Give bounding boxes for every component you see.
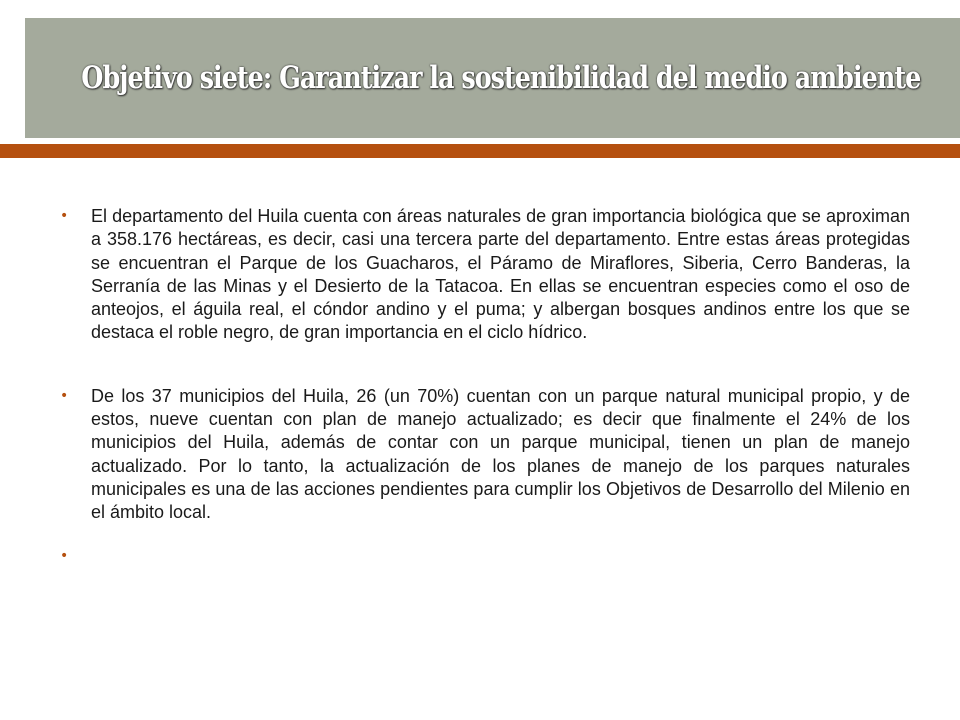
accent-divider <box>0 144 960 158</box>
bullet-text: De los 37 municipios del Huila, 26 (un 70%) cuentan con un parque natural municipal propio, y de estos, nueve cuentan con plan de manejo actualizado; es decir que finalmente el 24% de los municipios del Huila, además de contar con un parque municipal, tienen un plan de manejo actualizado. Por lo tanto, la actualización de los planes de manejo de los parques naturales municipales es una de las acciones pendientes para cumplir los Objetivos de Desarrollo del Milenio en el ámbito local. <box>91 385 910 523</box>
bullet-item-empty <box>60 545 910 568</box>
title-band <box>25 18 960 138</box>
bullet-list <box>60 205 910 568</box>
slide-title: Objetivo siete: Garantizar la sostenibilidad del medio ambiente <box>81 60 921 96</box>
bullet-item <box>60 385 910 525</box>
bullet-dot-icon: • <box>60 387 69 404</box>
bullet-dot-icon: • <box>60 547 69 564</box>
bullet-dot-icon: • <box>60 208 69 224</box>
bullet-item <box>60 205 910 345</box>
bullet-text: El departamento del Huila cuenta con áreas naturales de gran importancia biológica que se aproximan a 358.176 hectáreas, es decir, casi una tercera parte del departamento. Entre estas áreas protegidas se encuentran el Parque de los Guacharos, el Páramo de Miraflores, Siberia, Cerro Banderas, la Serranía de las Minas y el Desierto de la Tatacoa. En ellas se encuentran especies como el oso de anteojos, el águila real, el cóndor andino y el puma; y albergan bosques andinos entre los que se destaca el roble negro, de gran importancia en el ciclo hídrico. <box>91 206 910 343</box>
